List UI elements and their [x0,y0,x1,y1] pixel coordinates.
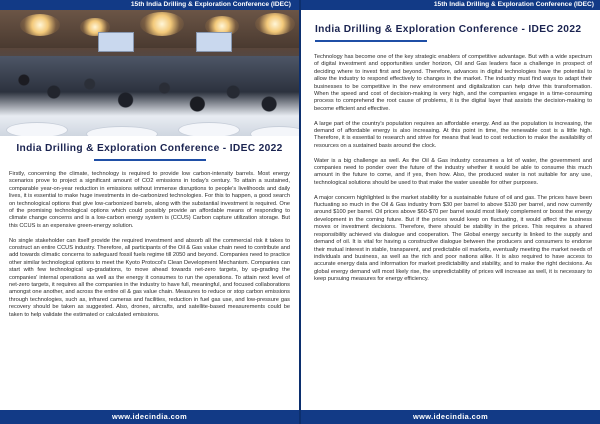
left-page-title: India Drilling & Exploration Conference - IDEC 2022 [16,143,283,154]
right-page-title: India Drilling & Exploration Conference - IDEC 2022 [315,24,582,35]
right-paragraph-2: A large part of the country's population requires an affordable energy. And as the population is increasing, the demand of affordable energy is also increasing. At this point in time, the renewable cost is a little high. Therefore, it is essential to research and strive for means that lead to cost reduction to make the availability of resources on a sustained basis around the clock. [314,120,592,149]
left-paragraph-1: Firstly, concerning the climate, technology is required to provide low carbon-intensity barrels. Most energy scenarios prove to project a significant amount of CO2 emissions in today's century. To attain a sustained, comparable year-on-year reduction in emissions without immense disruptions to people's livelihoods and daily lives, it is essential to make huge investments in de-carbonized technologies. For this to happen, a good search on technological options that give low-carbonized barrels, along with the substantial investment is required. One of the promising technological options which could possibly provide an affordable means of responding to climate change concerns and is a low-carbon energy system is (CCUS) Carbon capture utilization storage. But this CCUS is an expensive green-energy solution. [9,171,290,229]
left-page [0,0,299,424]
left-title-underline [94,159,206,161]
left-body-text [9,171,290,327]
right-paragraph-4: A major concern highlighted is the market stability for a sustainable future of oil and gas. The prices have been fluctuating so much in the Oil & Gas industry from $30 per barrel to above $130 per barrel, and now currently around $100 per barrel. Oil prices above $60-$70 per barrel would most likely complement or boost the energy development in the coming future. But if the prices would keep on fluctuating, it would affect the business moves or investment decisions. Therefore, there should be stability in the prices. This requires a shared responsibility achieved via dialogue and cooperation. The Global energy security is linked to the supply and demand of oil. It is vital for having a constructive dialogue between the producers and consumers to endorse their mutual interest in stable, transparent, and predictable oil markets, eventually meeting the market needs of individuals and business, as well as the rich and poor nations alike. It is also required to have access to accurate energy data and information for market predictability and stability, and to make the right decisions. As global energy demand will most likely rise, the unpredictability of prices will increase as well, it is necessary to keep pursuing measures for energy efficiency. [314,194,592,283]
left-paragraph-2: No single stakeholder can itself provide the required investment and absorb all the commercial risk it takes to construct an entire CCUS industry. Therefore, all participants of the Oil & Gas value chain need to contribute and add towards climatic concerns to safeguard fossil fuels regime till 2050 and beyond. Companies need to practice other similar technological options to meet the Kyoto Protocol's Clean Development Mechanism. Companies can start with few technological up-gradations, to move ahead towards net-zero targets, by up-grading the companies' internal operations as well as the energy it consumes to run the operations. To attain next level of net-zero targets, it requires all the companies in the industry to have full, meaningful, and focused collaborations amongst one another, and across the entire oil & gas value chain. Measures to reduce or stop carbon emissions through technologies, such as, infrared cameras and facilities, reduction in fuel gas use, and low-pressure gas recovery should be taken as suggested. Also, drones, aircrafts, and satellite-based measurements could be taken to help validate the estimated or calculated emissions. [9,237,290,318]
right-title-underline [315,40,427,42]
right-page [301,0,600,424]
right-paragraph-1: Technology has become one of the key strategic enablers of competitive advantage. But with a wide spectrum of digital investment and opportunities under horizon, Oil and Gas leaders face a challenge in prospect of deciding where to invest first and beyond. Therefore, advances in digital technologies have the potential to allow the industry to respond effectively to changes in the market. The industry must find ways to adapt their businesses to be competitive in the new environment and digitalization can help drive this transformation. When the speed and cost of decision-making is very high, and the companies engage in a time-consuming process to comprehend the root cause of problems, it is the digital layer that assists the decision-making to become efficient and effective. [314,54,592,112]
right-header-bar: 15th India Drilling & Exploration Conference (IDEC) [301,0,600,10]
right-paragraph-3: Water is a big challenge as well. As the Oil & Gas industry consumes a lot of water, the government and companies need to ponder over the future of the industry whether it would be able to consume this much amount in the future to come, and if yes, then how. Also, the produced water is not suitable for any use, technological solutions should be used to that make the water useable for other purposes. [314,157,592,186]
right-body-text [314,54,592,291]
conference-hall-photo [0,10,299,136]
left-header-bar: 15th India Drilling & Exploration Conference (IDEC) [0,0,299,10]
right-footer-url[interactable]: www.idecindia.com [301,410,600,424]
left-footer-url[interactable]: www.idecindia.com [0,410,299,424]
